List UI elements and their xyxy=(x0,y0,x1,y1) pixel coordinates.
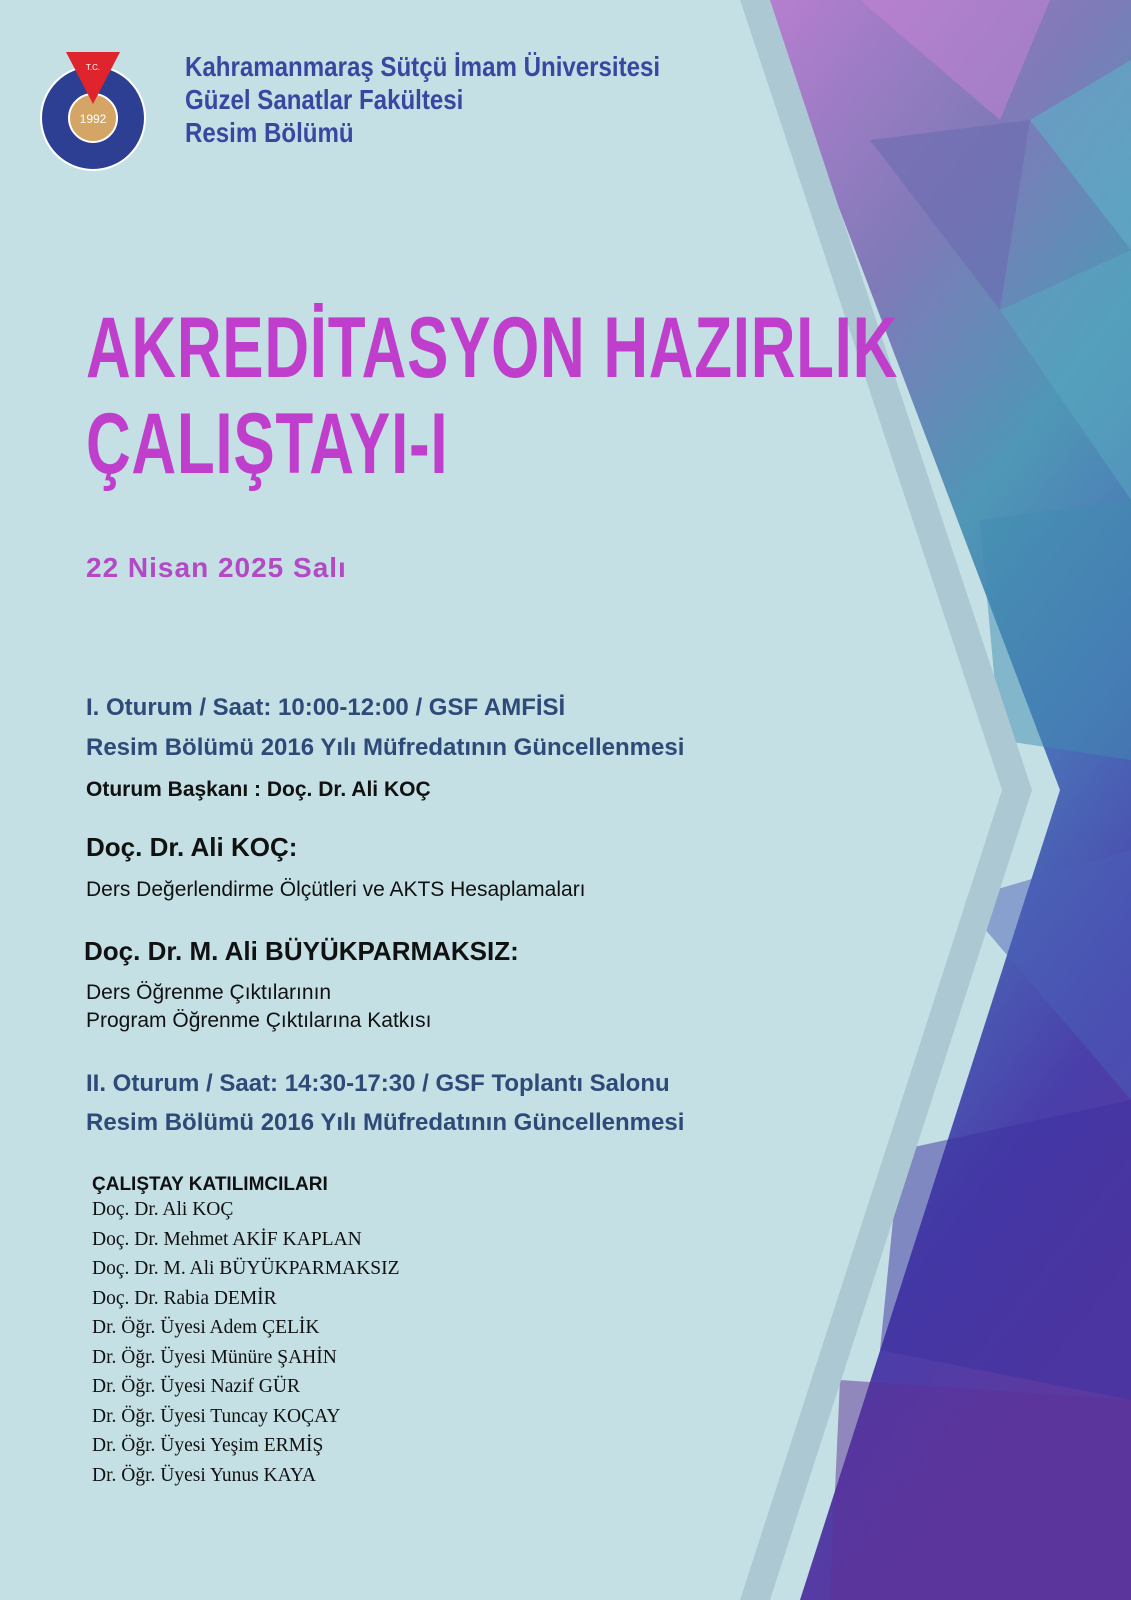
list-item: Doç. Dr. Ali KOÇ xyxy=(92,1199,234,1220)
participants-heading: ÇALIŞTAY KATILIMCILARI xyxy=(92,1174,328,1195)
session-1-heading: I. Oturum / Saat: 10:00-12:00 / GSF AMFİSİ xyxy=(86,694,566,721)
list-item: Dr. Öğr. Üyesi Nazif GÜR xyxy=(92,1376,300,1397)
list-item: Dr. Öğr. Üyesi Yeşim ERMİŞ xyxy=(92,1435,324,1456)
participants-list xyxy=(92,1195,400,1490)
list-item: Doç. Dr. Rabia DEMİR xyxy=(92,1287,277,1309)
list-item: Doç. Dr. M. Ali BÜYÜKPARMAKSIZ xyxy=(92,1258,400,1279)
speaker-2: Doç. Dr. M. Ali BÜYÜKPARMAKSIZ: xyxy=(84,936,519,966)
list-item: Dr. Öğr. Üyesi Münüre ŞAHİN xyxy=(92,1346,337,1368)
talk-2-title-line-1: Ders Öğrenme Çıktılarının xyxy=(86,981,332,1004)
event-date: 22 Nisan 2025 Salı xyxy=(86,552,347,583)
speaker-1: Doç. Dr. Ali KOÇ: xyxy=(86,832,298,862)
event-title xyxy=(86,300,898,492)
list-item: Doç. Dr. Mehmet AKİF KAPLAN xyxy=(92,1228,362,1250)
talk-2-title-line-2: Program Öğrenme Çıktılarına Katkısı xyxy=(86,1009,432,1032)
svg-text:T.C.: T.C. xyxy=(85,63,101,72)
talk-1-title: Ders Değerlendirme Ölçütleri ve AKTS Hesaplamaları xyxy=(86,878,586,901)
department-name: Resim Bölümü xyxy=(185,117,354,148)
list-item: Dr. Öğr. Üyesi Yunus KAYA xyxy=(92,1464,316,1486)
session-2-topic: Resim Bölümü 2016 Yılı Müfredatının Güncellenmesi xyxy=(86,1109,685,1136)
list-item: Dr. Öğr. Üyesi Tuncay KOÇAY xyxy=(92,1405,341,1427)
session-1-topic: Resim Bölümü 2016 Yılı Müfredatının Güncellenmesi xyxy=(86,734,685,761)
session-2-heading: II. Oturum / Saat: 14:30-17:30 / GSF Toplantı Salonu xyxy=(86,1070,670,1097)
institution-header xyxy=(185,50,660,149)
faculty-name: Güzel Sanatlar Fakültesi xyxy=(185,84,464,115)
list-item: Dr. Öğr. Üyesi Adem ÇELİK xyxy=(92,1317,320,1338)
title-line-1: AKREDİTASYON HAZIRLIK xyxy=(86,300,899,396)
svg-text:1992: 1992 xyxy=(79,112,107,126)
university-logo xyxy=(38,48,148,174)
session-chair: Oturum Başkanı : Doç. Dr. Ali KOÇ xyxy=(86,778,431,801)
title-line-2: ÇALIŞTAYI-I xyxy=(86,396,449,492)
university-name: Kahramanmaraş Sütçü İmam Üniversitesi xyxy=(185,51,661,82)
